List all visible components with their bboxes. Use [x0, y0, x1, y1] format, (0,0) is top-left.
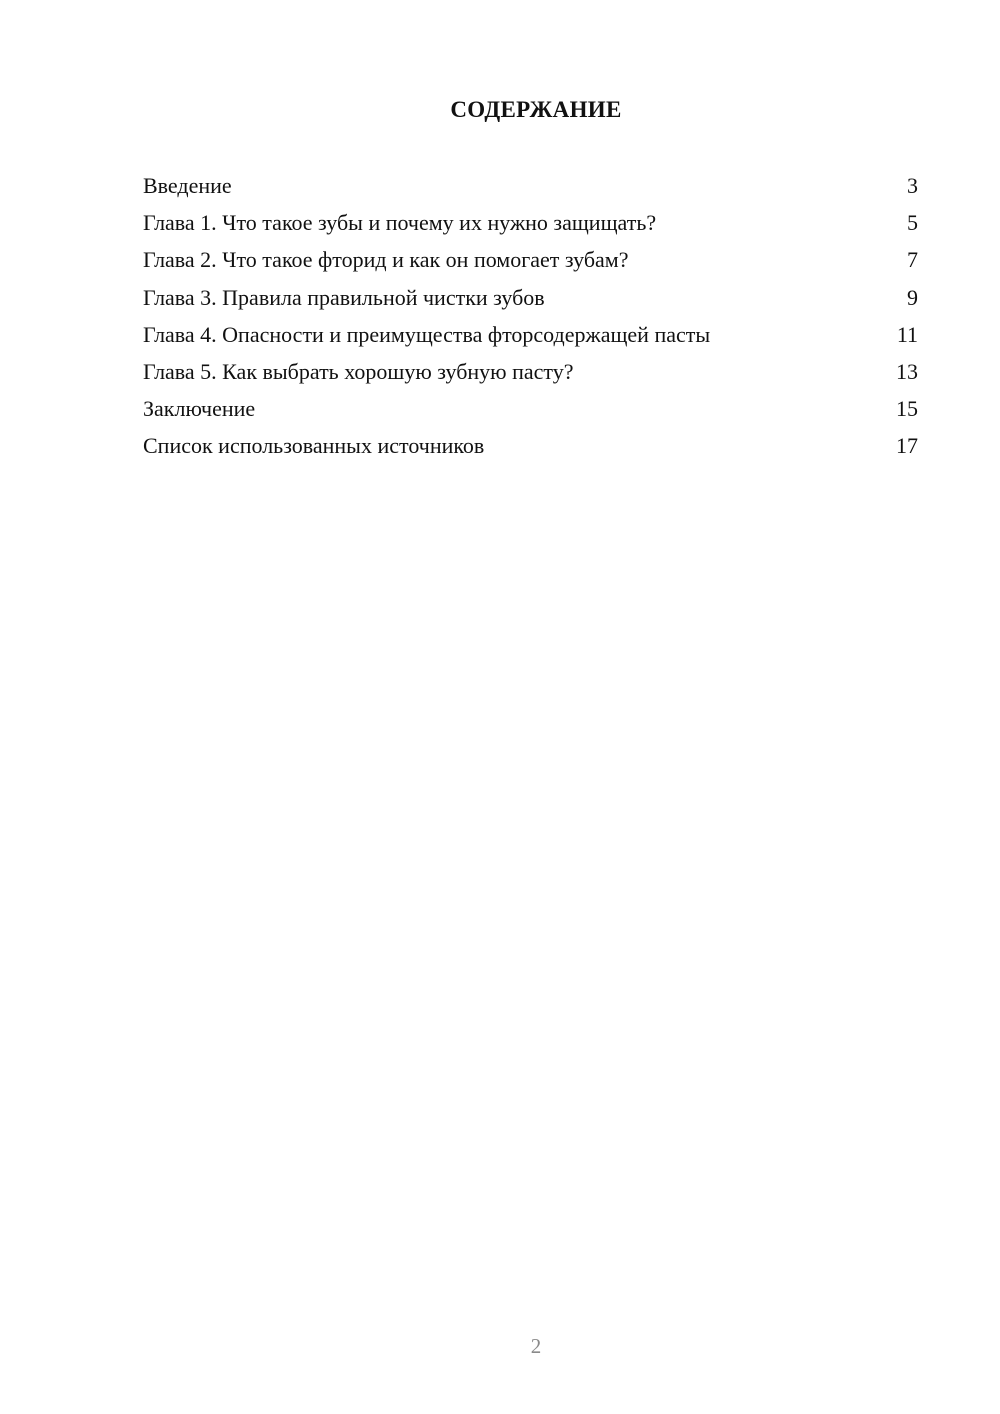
toc-entry-conclusion	[143, 390, 918, 427]
toc-entry-chapter-2	[143, 241, 918, 278]
toc-entry-chapter-5	[143, 353, 918, 390]
page-number: 2	[530, 1334, 542, 1358]
toc-entry-page: 13	[896, 358, 918, 384]
toc-entry-page: 17	[896, 433, 918, 459]
toc-entry-label: Глава 2. Что такое фторид и как он помогает зубам?	[143, 247, 629, 273]
toc-entry-label: Глава 5. Как выбрать хорошую зубную пасту?	[143, 358, 574, 384]
toc-entry-label: Введение	[143, 173, 232, 198]
toc-entry-label: Список использованных источников	[143, 433, 485, 459]
toc-entry-page: 7	[907, 247, 918, 273]
page-title: СОДЕРЖАНИЕ	[450, 97, 622, 122]
table-of-contents	[143, 167, 918, 465]
toc-entry-label: Глава 4. Опасности и преимущества фторсодержащей пасты	[143, 321, 711, 347]
toc-entry-chapter-3	[143, 279, 918, 316]
toc-entry-label: Заключение	[143, 396, 256, 422]
toc-entry-page: 5	[907, 210, 918, 236]
toc-entry-chapter-4	[143, 316, 918, 353]
toc-entry-references	[143, 427, 918, 464]
toc-entry-page: 9	[907, 284, 918, 310]
toc-entry-page: 11	[896, 321, 918, 347]
toc-entry-page: 15	[896, 396, 918, 422]
toc-entry-label: Глава 3. Правила правильной чистки зубов	[143, 284, 545, 310]
toc-entry-chapter-1	[143, 204, 918, 241]
toc-entry-page: 3	[907, 173, 918, 198]
toc-entry-label: Глава 1. Что такое зубы и почему их нужно защищать?	[143, 210, 657, 236]
toc-entry-introduction	[143, 167, 918, 204]
